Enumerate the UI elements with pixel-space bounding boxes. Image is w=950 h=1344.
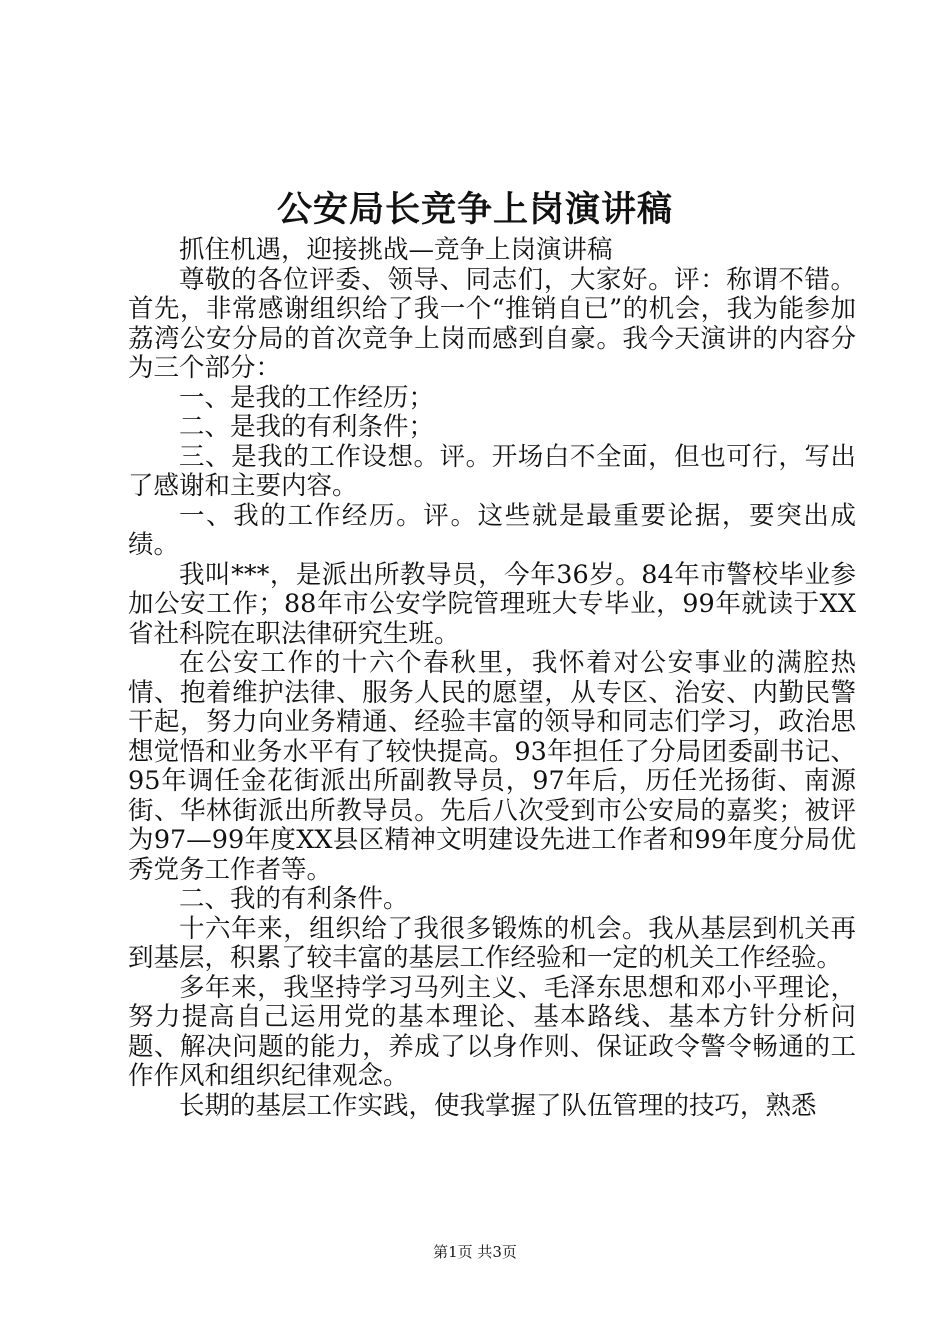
paragraph: 二、是我的有利条件； [179, 412, 435, 442]
paragraph: 一、是我的工作经历； [179, 382, 435, 413]
paragraph: 尊敬的各位评委、领导、同志们，大家好。评：称谓不错。首先，非常感谢组织给了我一个“推销自已”的机会，我为能参加荔湾公安分局的首次竞争上岗而感到自豪。我今天演讲的内容分为三个部分： [128, 264, 856, 383]
paragraph: 在公安工作的十六个春秋里，我怀着对公安事业的满腔热情、抱着维护法律、服务人民的愿望，从专区、治安、内勤民警干起，努力向业务精通、经验丰富的领导和同志们学习，政治思想觉悟和业务水平有了较快提高。93年担任了分局团委副书记、95年调任金花街派出所副教导员，97年后，历任光扬街、南源街、华林街派出所教导员。先后八次受到市公安局的嘉奖；被评为97—99年度XX县区精神文明建设先进工作者和99年度分局优秀党务工作者等。 [128, 648, 856, 885]
paragraph: 十六年来，组织给了我很多锻炼的机会。我从基层到机关再到基层，积累了较丰富的基层工作经验和一定的机关工作经验。 [128, 913, 856, 973]
document-title: 公安局长竞争上岗演讲稿 [276, 189, 673, 230]
paragraph: 二、我的有利条件。 [179, 884, 409, 914]
paragraph: 多年来，我坚持学习马列主义、毛泽东思想和邓小平理论，努力提高自己运用党的基本理论、基本路线、基本方针分析问题、解决问题的能力，养成了以身作则、保证政令警令畅通的工作作风和组织纪律观念。 [128, 972, 856, 1091]
document-body [128, 236, 856, 1121]
paragraph: 我叫***，是派出所教导员，今年36岁。84年市警校毕业参加公安工作；88年市公安学院管理班大专毕业，99年就读于XX省社科院在职法律研究生班。 [128, 559, 856, 649]
paragraph: 抓住机遇，迎接挑战—竞争上岗演讲稿 [179, 235, 613, 265]
paragraph: 三、是我的工作设想。评。开场白不全面，但也可行，写出了感谢和主要内容。 [128, 441, 856, 501]
paragraph: 一、我的工作经历。评。这些就是最重要论据，要突出成绩。 [128, 500, 856, 560]
page-footer: 第1页 共3页 [433, 1243, 517, 1261]
paragraph: 长期的基层工作实践，使我掌握了队伍管理的技巧，熟悉 [179, 1090, 817, 1121]
